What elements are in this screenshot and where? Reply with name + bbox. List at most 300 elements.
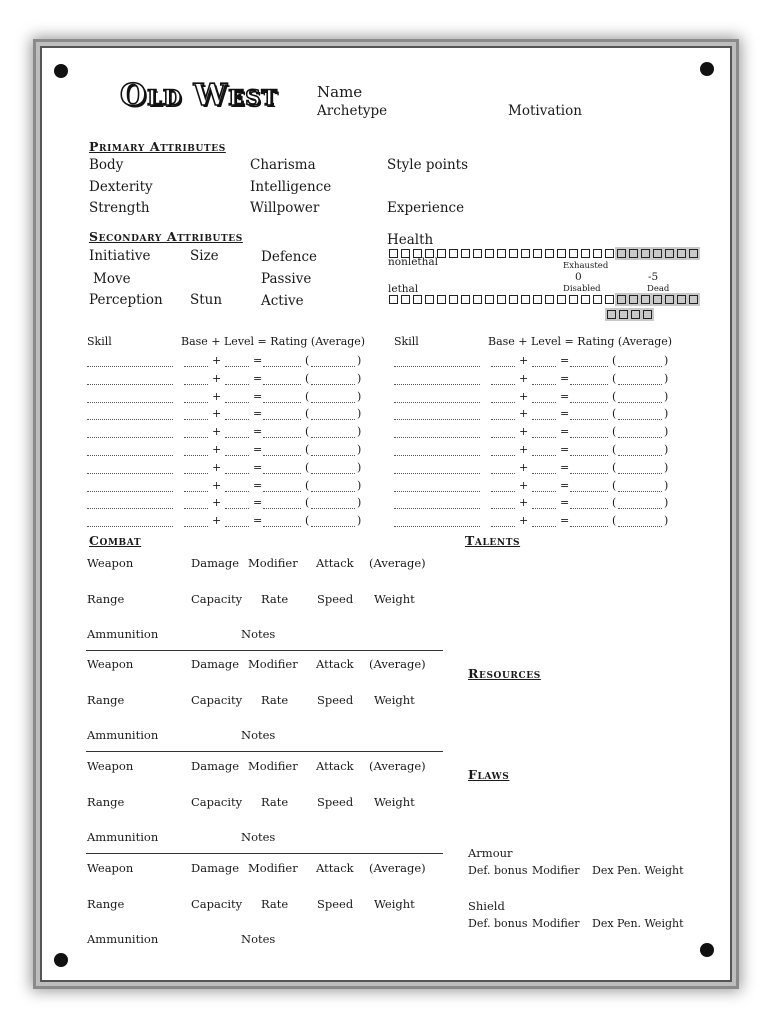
level-field[interactable] xyxy=(532,384,556,385)
weapon-label: Weapon xyxy=(87,657,134,671)
health-box[interactable] xyxy=(437,249,446,258)
plus-sign: + xyxy=(519,425,529,439)
health-box[interactable] xyxy=(631,310,640,319)
average-field[interactable] xyxy=(618,419,662,420)
base-field[interactable] xyxy=(184,473,208,474)
health-box[interactable] xyxy=(545,249,554,258)
stun-label: Stun xyxy=(190,292,223,308)
health-box[interactable] xyxy=(449,295,458,304)
close-paren: ) xyxy=(357,460,362,474)
rating-field[interactable] xyxy=(570,419,608,420)
disabled-label: Disabled xyxy=(563,284,601,294)
ammunition-label: Ammunition xyxy=(87,627,159,641)
level-field[interactable] xyxy=(225,455,249,456)
health-box[interactable] xyxy=(401,295,410,304)
skill-row xyxy=(394,372,674,388)
skill-row xyxy=(394,479,674,495)
average-field[interactable] xyxy=(618,473,662,474)
skill-row xyxy=(394,514,674,530)
plus-sign: + xyxy=(212,443,222,456)
health-box[interactable] xyxy=(619,310,628,319)
health-box[interactable] xyxy=(557,295,566,304)
range-label: Range xyxy=(87,795,125,809)
health-box[interactable] xyxy=(485,295,494,304)
close-paren: ) xyxy=(357,443,362,456)
health-box[interactable] xyxy=(461,249,470,258)
health-box[interactable] xyxy=(485,249,494,258)
base-field[interactable] xyxy=(184,526,208,527)
shield-dex-pen-weight: Dex Pen. Weight xyxy=(592,917,684,930)
open-paren: ( xyxy=(612,425,617,439)
close-paren: ) xyxy=(664,460,669,474)
equals-sign: = xyxy=(253,371,263,385)
average-label: (Average) xyxy=(369,556,426,570)
skill-header-right: Skill xyxy=(394,335,419,348)
average-field[interactable] xyxy=(311,491,355,492)
health-box[interactable] xyxy=(521,295,530,304)
skill-row xyxy=(394,443,674,459)
plus-sign: + xyxy=(519,496,529,510)
health-box[interactable] xyxy=(533,249,542,258)
range-label: Range xyxy=(87,693,125,707)
size-label: Size xyxy=(190,248,219,264)
formula-header-right: Base + Level = Rating (Average) xyxy=(488,335,673,348)
average-label: (Average) xyxy=(369,657,426,671)
health-box[interactable] xyxy=(569,249,578,258)
speed-label: Speed xyxy=(317,795,354,809)
lethal-health-track[interactable] xyxy=(389,295,698,304)
health-box[interactable] xyxy=(557,249,566,258)
style-points-label: Style points xyxy=(387,157,469,173)
ammunition-label: Ammunition xyxy=(87,830,159,844)
health-box[interactable] xyxy=(461,295,470,304)
plus-sign: + xyxy=(519,389,529,403)
armour-def-bonus: Def. bonus xyxy=(468,864,528,877)
motivation-label: Motivation xyxy=(508,103,582,119)
average-field[interactable] xyxy=(618,508,662,509)
notes-label: Notes xyxy=(241,830,276,844)
rating-field[interactable] xyxy=(263,384,301,385)
level-field[interactable] xyxy=(532,419,556,420)
base-field[interactable] xyxy=(491,366,515,367)
exhausted-label: Exhausted xyxy=(563,261,609,271)
plus-sign: + xyxy=(212,389,222,403)
health-box[interactable] xyxy=(605,249,614,258)
base-field[interactable] xyxy=(491,419,515,420)
average-field[interactable] xyxy=(311,366,355,367)
skill-row xyxy=(87,425,367,441)
archetype-label: Archetype xyxy=(317,103,388,119)
average-field[interactable] xyxy=(618,384,662,385)
average-label: (Average) xyxy=(369,861,426,875)
level-field[interactable] xyxy=(225,473,249,474)
close-paren: ) xyxy=(357,354,362,367)
health-box[interactable] xyxy=(533,295,542,304)
average-field[interactable] xyxy=(618,402,662,403)
equals-sign: = xyxy=(253,425,263,439)
skill-name-field[interactable] xyxy=(394,526,480,527)
skill-name-field[interactable] xyxy=(87,384,173,385)
close-paren: ) xyxy=(664,443,669,456)
skill-name-field[interactable] xyxy=(87,419,173,420)
damage-label: Damage xyxy=(191,556,240,570)
rating-field[interactable] xyxy=(263,402,301,403)
average-field[interactable] xyxy=(311,473,355,474)
skill-name-field[interactable] xyxy=(87,437,173,438)
rate-label: Rate xyxy=(261,693,289,707)
equals-sign: = xyxy=(253,478,263,492)
rate-label: Rate xyxy=(261,592,289,606)
plus-sign: + xyxy=(212,460,222,474)
average-label: (Average) xyxy=(369,759,426,773)
base-field[interactable] xyxy=(491,508,515,509)
level-field[interactable] xyxy=(532,526,556,527)
rating-field[interactable] xyxy=(263,473,301,474)
base-field[interactable] xyxy=(491,437,515,438)
defence-label: Defence xyxy=(261,249,318,265)
primary-attributes-heading: Primary Attributes xyxy=(89,139,226,154)
willpower-label: Willpower xyxy=(250,200,320,216)
health-box[interactable] xyxy=(617,295,626,304)
notes-label: Notes xyxy=(241,728,276,742)
health-box[interactable] xyxy=(665,295,674,304)
health-box[interactable] xyxy=(569,295,578,304)
health-box[interactable] xyxy=(449,249,458,258)
health-box[interactable] xyxy=(629,295,638,304)
base-field[interactable] xyxy=(184,384,208,385)
health-box[interactable] xyxy=(653,295,662,304)
close-paren: ) xyxy=(664,496,669,510)
armour-modifier: Modifier xyxy=(532,864,580,877)
level-field[interactable] xyxy=(532,491,556,492)
punch-hole xyxy=(54,64,68,78)
equals-sign: = xyxy=(253,407,263,421)
lethal-label: lethal xyxy=(388,283,419,295)
weapon-label: Weapon xyxy=(87,556,134,570)
name-label: Name xyxy=(317,83,363,101)
zero-marker: 0 xyxy=(575,271,582,283)
base-field[interactable] xyxy=(491,526,515,527)
speed-label: Speed xyxy=(317,897,354,911)
dead-label: Dead xyxy=(647,284,670,294)
health-box[interactable] xyxy=(473,295,482,304)
base-field[interactable] xyxy=(184,366,208,367)
punch-hole xyxy=(54,953,68,967)
intelligence-label: Intelligence xyxy=(250,179,332,195)
level-field[interactable] xyxy=(225,384,249,385)
close-paren: ) xyxy=(664,354,669,367)
damage-label: Damage xyxy=(191,861,240,875)
modifier-label: Modifier xyxy=(248,556,298,570)
base-field[interactable] xyxy=(184,437,208,438)
equals-sign: = xyxy=(560,460,570,474)
average-field[interactable] xyxy=(311,526,355,527)
damage-label: Damage xyxy=(191,759,240,773)
rating-field[interactable] xyxy=(263,437,301,438)
level-field[interactable] xyxy=(532,437,556,438)
open-paren: ( xyxy=(305,389,310,403)
rating-field[interactable] xyxy=(263,419,301,420)
plus-sign: + xyxy=(519,514,529,528)
rating-field[interactable] xyxy=(263,526,301,527)
equals-sign: = xyxy=(560,478,570,492)
lethal-health-track-extra[interactable] xyxy=(607,310,652,319)
rating-field[interactable] xyxy=(263,455,301,456)
skill-name-field[interactable] xyxy=(394,437,480,438)
skill-row xyxy=(394,461,674,477)
strength-label: Strength xyxy=(89,200,150,216)
close-paren: ) xyxy=(357,407,362,421)
plus-sign: + xyxy=(212,478,222,492)
close-paren: ) xyxy=(664,425,669,439)
equals-sign: = xyxy=(560,354,570,367)
initiative-label: Initiative xyxy=(89,248,151,264)
health-box[interactable] xyxy=(665,249,674,258)
weight-label: Weight xyxy=(374,693,415,707)
health-box[interactable] xyxy=(497,295,506,304)
rating-field[interactable] xyxy=(263,491,301,492)
plus-sign: + xyxy=(212,514,222,528)
weapon-label: Weapon xyxy=(87,759,134,773)
attack-label: Attack xyxy=(316,657,354,671)
level-field[interactable] xyxy=(225,437,249,438)
average-field[interactable] xyxy=(311,455,355,456)
rating-field[interactable] xyxy=(570,526,608,527)
weight-label: Weight xyxy=(374,795,415,809)
health-box[interactable] xyxy=(689,295,698,304)
capacity-label: Capacity xyxy=(191,795,243,809)
skill-name-field[interactable] xyxy=(394,384,480,385)
health-box[interactable] xyxy=(641,295,650,304)
ammunition-label: Ammunition xyxy=(87,728,159,742)
armour-dex-pen-weight: Dex Pen. Weight xyxy=(592,864,684,877)
base-field[interactable] xyxy=(491,491,515,492)
rating-field[interactable] xyxy=(570,473,608,474)
health-box[interactable] xyxy=(425,295,434,304)
health-box[interactable] xyxy=(677,295,686,304)
secondary-attributes-heading: Secondary Attributes xyxy=(89,229,243,244)
close-paren: ) xyxy=(357,514,362,528)
rating-field[interactable] xyxy=(263,366,301,367)
base-field[interactable] xyxy=(184,491,208,492)
skill-name-field[interactable] xyxy=(394,491,480,492)
average-field[interactable] xyxy=(311,508,355,509)
skill-name-field[interactable] xyxy=(394,473,480,474)
skill-name-field[interactable] xyxy=(87,491,173,492)
skill-row xyxy=(394,390,674,406)
skill-header-left: Skill xyxy=(87,335,112,348)
base-field[interactable] xyxy=(491,402,515,403)
health-box[interactable] xyxy=(509,249,518,258)
average-field[interactable] xyxy=(618,526,662,527)
level-field[interactable] xyxy=(532,402,556,403)
plus-sign: + xyxy=(212,371,222,385)
equals-sign: = xyxy=(253,460,263,474)
health-box[interactable] xyxy=(389,295,398,304)
skill-row xyxy=(87,443,367,459)
plus-sign: + xyxy=(519,371,529,385)
skill-name-field[interactable] xyxy=(87,366,173,367)
old-west-logo: Old West xyxy=(120,78,279,113)
open-paren: ( xyxy=(612,478,617,492)
base-field[interactable] xyxy=(184,508,208,509)
health-box[interactable] xyxy=(593,249,602,258)
rating-field[interactable] xyxy=(570,437,608,438)
range-label: Range xyxy=(87,897,125,911)
close-paren: ) xyxy=(664,407,669,421)
level-field[interactable] xyxy=(225,419,249,420)
health-box[interactable] xyxy=(437,295,446,304)
plus-sign: + xyxy=(519,443,529,456)
plus-sign: + xyxy=(519,354,529,367)
skill-row xyxy=(394,496,674,512)
open-paren: ( xyxy=(305,443,310,456)
average-field[interactable] xyxy=(311,437,355,438)
level-field[interactable] xyxy=(225,526,249,527)
plus-sign: + xyxy=(212,425,222,439)
plus-sign: + xyxy=(212,354,222,367)
punch-hole xyxy=(700,62,714,76)
equals-sign: = xyxy=(253,514,263,528)
average-field[interactable] xyxy=(311,402,355,403)
capacity-label: Capacity xyxy=(191,897,243,911)
level-field[interactable] xyxy=(225,366,249,367)
close-paren: ) xyxy=(664,514,669,528)
dexterity-label: Dexterity xyxy=(89,179,153,195)
level-field[interactable] xyxy=(225,402,249,403)
level-field[interactable] xyxy=(532,366,556,367)
average-field[interactable] xyxy=(618,366,662,367)
skill-name-field[interactable] xyxy=(394,402,480,403)
level-field[interactable] xyxy=(225,491,249,492)
skill-row xyxy=(87,407,367,423)
health-box[interactable] xyxy=(607,310,616,319)
flaws-heading: Flaws xyxy=(468,767,510,782)
health-box[interactable] xyxy=(521,249,530,258)
range-label: Range xyxy=(87,592,125,606)
open-paren: ( xyxy=(612,496,617,510)
close-paren: ) xyxy=(357,371,362,385)
skill-name-field[interactable] xyxy=(87,508,173,509)
health-box[interactable] xyxy=(629,249,638,258)
skill-row xyxy=(87,514,367,530)
charisma-label: Charisma xyxy=(250,157,316,173)
skill-row xyxy=(394,407,674,423)
rating-field[interactable] xyxy=(570,508,608,509)
skill-row xyxy=(394,354,674,370)
speed-label: Speed xyxy=(317,592,354,606)
passive-label: Passive xyxy=(261,271,312,287)
level-field[interactable] xyxy=(532,473,556,474)
attack-label: Attack xyxy=(316,861,354,875)
skill-name-field[interactable] xyxy=(394,508,480,509)
average-field[interactable] xyxy=(618,491,662,492)
shield-label: Shield xyxy=(468,899,505,913)
average-field[interactable] xyxy=(618,437,662,438)
equals-sign: = xyxy=(560,407,570,421)
rating-field[interactable] xyxy=(570,455,608,456)
close-paren: ) xyxy=(664,371,669,385)
average-field[interactable] xyxy=(311,384,355,385)
base-field[interactable] xyxy=(184,402,208,403)
health-box[interactable] xyxy=(653,249,662,258)
equals-sign: = xyxy=(560,514,570,528)
open-paren: ( xyxy=(612,389,617,403)
skill-row xyxy=(394,425,674,441)
open-paren: ( xyxy=(612,443,617,456)
skill-name-field[interactable] xyxy=(394,455,480,456)
base-field[interactable] xyxy=(491,473,515,474)
skill-name-field[interactable] xyxy=(87,473,173,474)
plus-sign: + xyxy=(212,407,222,421)
rating-field[interactable] xyxy=(570,402,608,403)
average-field[interactable] xyxy=(618,455,662,456)
weapon-divider xyxy=(86,853,443,854)
rating-field[interactable] xyxy=(570,384,608,385)
rate-label: Rate xyxy=(261,795,289,809)
health-box[interactable] xyxy=(689,249,698,258)
close-paren: ) xyxy=(664,389,669,403)
base-field[interactable] xyxy=(184,419,208,420)
formula-header-left: Base + Level = Rating (Average) xyxy=(181,335,366,348)
level-field[interactable] xyxy=(225,508,249,509)
rating-field[interactable] xyxy=(263,508,301,509)
health-box[interactable] xyxy=(509,295,518,304)
health-box[interactable] xyxy=(605,295,614,304)
rating-field[interactable] xyxy=(570,491,608,492)
capacity-label: Capacity xyxy=(191,592,243,606)
notes-label: Notes xyxy=(241,932,276,946)
skill-name-field[interactable] xyxy=(394,419,480,420)
capacity-label: Capacity xyxy=(191,693,243,707)
equals-sign: = xyxy=(560,443,570,456)
skill-name-field[interactable] xyxy=(87,455,173,456)
health-label: Health xyxy=(387,232,434,248)
skill-name-field[interactable] xyxy=(87,526,173,527)
level-field[interactable] xyxy=(532,455,556,456)
base-field[interactable] xyxy=(491,384,515,385)
level-field[interactable] xyxy=(532,508,556,509)
health-box[interactable] xyxy=(581,249,590,258)
health-box[interactable] xyxy=(617,249,626,258)
health-box[interactable] xyxy=(593,295,602,304)
perception-label: Perception xyxy=(89,292,163,308)
health-box[interactable] xyxy=(641,249,650,258)
rating-field[interactable] xyxy=(570,366,608,367)
health-box[interactable] xyxy=(473,249,482,258)
open-paren: ( xyxy=(612,371,617,385)
health-box[interactable] xyxy=(677,249,686,258)
combat-heading: Combat xyxy=(89,533,142,548)
skill-name-field[interactable] xyxy=(394,366,480,367)
attack-label: Attack xyxy=(316,556,354,570)
health-box[interactable] xyxy=(545,295,554,304)
skill-name-field[interactable] xyxy=(87,402,173,403)
base-field[interactable] xyxy=(491,455,515,456)
shield-def-bonus: Def. bonus xyxy=(468,917,528,930)
average-field[interactable] xyxy=(311,419,355,420)
skill-row xyxy=(87,496,367,512)
open-paren: ( xyxy=(305,478,310,492)
base-field[interactable] xyxy=(184,455,208,456)
open-paren: ( xyxy=(612,460,617,474)
health-box[interactable] xyxy=(581,295,590,304)
health-box[interactable] xyxy=(497,249,506,258)
health-box[interactable] xyxy=(643,310,652,319)
talents-heading: Talents xyxy=(465,533,521,548)
health-box[interactable] xyxy=(413,295,422,304)
resources-heading: Resources xyxy=(468,666,541,681)
